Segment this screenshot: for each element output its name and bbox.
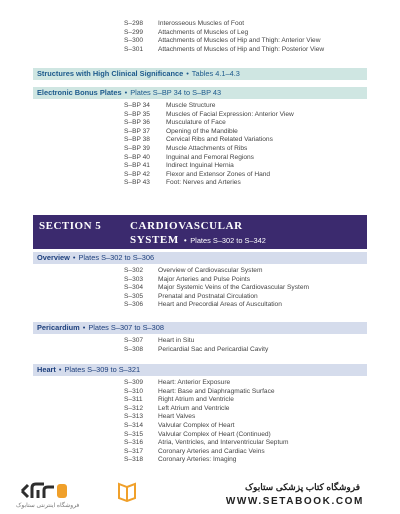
plate-title: Opening of the Mandible [166,127,238,135]
plate-code: S–BP 41 [124,162,150,170]
list-item [0,46,400,55]
overview-band [33,252,367,264]
plate-title: Attachments of Muscles of Hip and Thigh: Posterior View [158,45,325,53]
plate-title: Left Atrium and Ventricle [158,404,230,412]
plate-code: S–300 [124,37,144,45]
plate-title: Flexor and Extensor Zones of Hand [166,170,271,178]
bullet: • [183,236,188,245]
pericardium-plate-list [0,337,400,354]
list-item [0,337,400,346]
list-item [0,276,400,285]
list-item [0,422,400,431]
list-item [0,456,400,465]
plate-title: Foot: Nerves and Arteries [166,179,241,187]
bonus-band [33,87,367,99]
plate-code: S–BP 38 [124,136,150,144]
list-item [0,413,400,422]
setabook-logo-icon [20,480,70,502]
logo-caption: فروشگاه اینترنتی ستابوک [16,503,80,509]
plate-title: Atria, Ventricles, and Interventricular Septum [158,439,289,447]
plate-code: S–BP 39 [124,144,150,152]
structures-band [33,68,367,80]
pericardium-band [33,322,367,334]
plate-title: Overview of Cardiovascular System [158,267,263,274]
plate-code: S–305 [124,292,144,300]
plate-code: S–301 [124,45,144,53]
plate-code: S–298 [124,20,144,27]
plate-title: Right Atrium and Ventricle [158,396,234,404]
bullet: • [124,88,128,97]
heart-plates: Plates S–309 to S–321 [64,365,141,374]
plate-code: S–318 [124,456,144,464]
list-item [0,396,400,405]
plate-code: S–309 [124,379,144,386]
plate-code: S–302 [124,267,144,274]
plate-code: S–299 [124,28,144,36]
list-item [0,346,400,355]
plate-title: Heart: Anterior Exposure [158,379,231,386]
bonus-plates: Plates S–BP 34 to S–BP 43 [130,88,222,97]
list-item [0,37,400,46]
plate-code: S–313 [124,413,144,421]
plate-title: Prenatal and Postnatal Circulation [158,292,258,300]
bonus-heading: Electronic Bonus Plates [37,88,122,97]
plate-title: Major Systemic Veins of the Cardiovascular System [158,284,309,292]
bullet: • [72,253,76,262]
heart-plate-list [0,379,400,465]
plate-code: S–306 [124,301,144,309]
list-item [0,111,400,120]
plate-title: Heart Valves [158,413,196,421]
list-item [0,154,400,163]
plate-title: Muscle Structure [166,102,216,109]
overview-plate-list [0,267,400,310]
list-item [0,145,400,154]
heart-heading: Heart [37,365,56,374]
plate-code: S–BP 37 [124,127,150,135]
plate-title: Heart and Precordial Areas of Auscultation [158,301,282,309]
list-item [0,431,400,440]
plate-title: Coronary Arteries and Cardiac Veins [158,447,265,455]
list-item [0,301,400,310]
plate-title: Indirect Inguinal Hernia [166,162,234,170]
plate-code: S–311 [124,396,143,404]
list-item [0,171,400,180]
section-plates: Plates S–302 to S–342 [190,236,266,245]
plate-title: Heart in Situ [158,337,195,344]
plate-code: S–316 [124,439,144,447]
top-plate-list [0,20,400,54]
structures-tables: Tables 4.1–4.3 [191,69,240,78]
plate-code: S–BP 42 [124,170,150,178]
list-item [0,29,400,38]
plate-title: Valvular Complex of Heart (Continued) [158,430,271,438]
list-item [0,405,400,414]
plate-code: S–317 [124,447,144,455]
bullet: • [186,69,189,78]
plate-title: Attachments of Muscles of Leg [158,28,249,36]
plate-title: Muscles of Facial Expression: Anterior View [166,110,294,118]
plate-code: S–310 [124,387,144,395]
plate-title: Cervical Ribs and Related Variations [166,136,273,144]
plate-code: S–BP 36 [124,119,150,127]
plate-code: S–303 [124,275,144,283]
pericardium-heading: Pericardium [37,323,80,332]
bonus-plate-list [0,102,400,188]
plate-title: Muscle Attachments of Ribs [166,144,248,152]
plate-title: Valvular Complex of Heart [158,421,235,429]
plate-title: Pericardial Sac and Pericardial Cavity [158,345,269,353]
list-item [0,267,400,276]
list-item [0,284,400,293]
plate-code: S–BP 34 [124,102,150,109]
list-item [0,20,400,29]
overview-heading: Overview [37,253,70,262]
watermark-footer [0,478,400,514]
list-item [0,439,400,448]
plate-code: S–314 [124,421,144,429]
list-item [0,119,400,128]
section-number: SECTION 5 [39,220,102,232]
plate-title: Attachments of Muscles of Hip and Thigh: Anterior View [158,37,321,45]
bullet: • [58,365,62,374]
plate-code: S–BP 40 [124,153,150,161]
list-item [0,293,400,302]
overview-plates: Plates S–302 to S–306 [78,253,155,262]
plate-code: S–BP 35 [124,110,150,118]
plate-title: Musculature of Face [166,119,226,127]
bullet: • [82,323,86,332]
plate-code: S–315 [124,430,144,438]
section-title-line1: CARDIOVASCULAR [130,220,243,232]
list-item [0,448,400,457]
structures-heading: Structures with High Clinical Significance [37,69,184,78]
plate-code: S–BP 43 [124,179,150,187]
list-item [0,379,400,388]
list-item [0,162,400,171]
section-title-system: SYSTEM [130,234,179,246]
section-header [33,215,367,249]
list-item [0,136,400,145]
list-item [0,179,400,188]
open-book-icon [117,480,137,502]
list-item [0,102,400,111]
heart-band [33,364,367,376]
plate-title: Major Arteries and Pulse Points [158,275,250,283]
plate-title: Interosseous Muscles of Foot [158,20,245,27]
plate-code: S–312 [124,404,144,412]
shop-name: فروشگاه کتاب پزشکی ستابوک [245,482,360,492]
plate-code: S–307 [124,337,144,344]
section-title-line2 [130,234,266,246]
plate-code: S–304 [124,284,144,292]
plate-title: Coronary Arteries: Imaging [158,456,237,464]
pericardium-plates: Plates S–307 to S–308 [88,323,164,332]
list-item [0,388,400,397]
shop-url: WWW.SETABOOK.COM [225,496,364,507]
list-item [0,128,400,137]
plate-code: S–308 [124,345,144,353]
plate-title: Inguinal and Femoral Regions [166,153,254,161]
plate-title: Heart: Base and Diaphragmatic Surface [158,387,275,395]
